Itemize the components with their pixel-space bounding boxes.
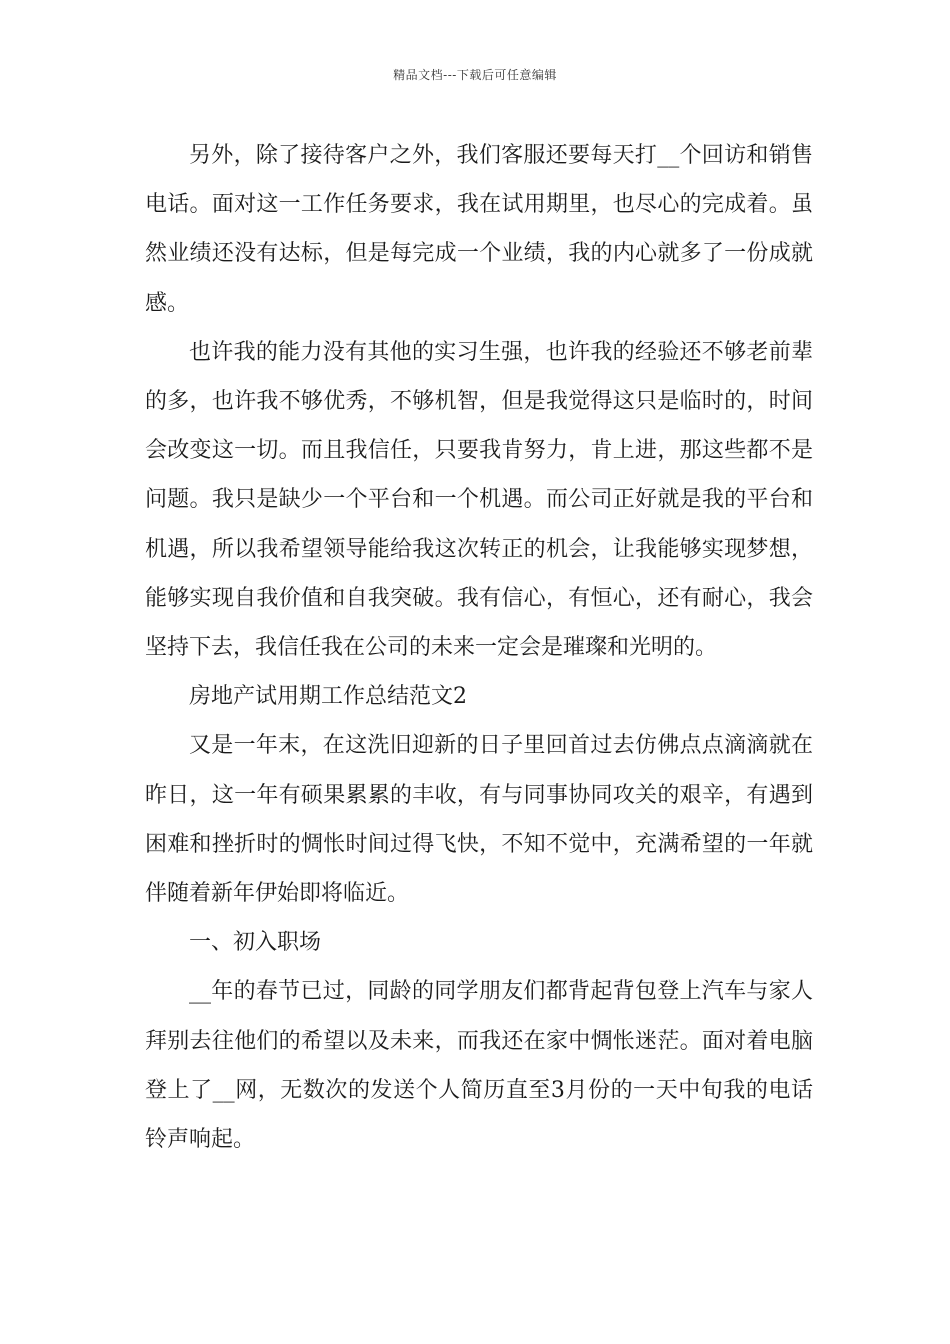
paragraph-year-end: 又是一年末，在这洗旧迎新的日子里回首过去仿佛点点滴滴就在昨日，这一年有硕果累累的丰收，有与同事协同攻关的艰辛，有遇到困难和挫折时的惆怅时间过得飞快，不知不觉中，充满希望的一年就伴随着新年伊始即将临近。 bbox=[145, 733, 813, 907]
section-title: 房地产试用期工作总结范文2 bbox=[189, 684, 467, 710]
document-body bbox=[145, 131, 813, 1164]
page-header: 精品文档---下载后可任意编辑 bbox=[393, 68, 557, 82]
subsection-title: 一、初入职场 bbox=[189, 930, 322, 956]
paragraph-ability: 也许我的能力没有其他的实习生强，也许我的经验还不够老前辈的多，也许我不够优秀，不够机智，但是我觉得这只是临时的，时间会改变这一切。而且我信任，只要我肯努力，肯上进，那这些都不是问题。我只是缺少一个平台和一个机遇。而公司正好就是我的平台和机遇，所以我希望领导能给我这次转正的机会，让我能够实现梦想，能够实现自我价值和自我突破。我有信心，有恒心，还有耐心，我会坚持下去，我信任我在公司的未来一定会是璀璨和光明的。 bbox=[145, 339, 813, 661]
paragraph-spring-festival: __年的春节已过，同龄的同学朋友们都背起背包登上汽车与家人拜别去往他们的希望以及未来，而我还在家中惆怅迷茫。面对着电脑登上了__网，无数次的发送个人简历直至3月份的一天中旬我的电话铃声响起。 bbox=[145, 979, 813, 1153]
paragraph-customer-service: 另外，除了接待客户之外，我们客服还要每天打__个回访和销售电话。面对这一工作任务要求，我在试用期里，也尽心的完成着。虽然业绩还没有达标，但是每完成一个业绩，我的内心就多了一份成就感。 bbox=[145, 143, 813, 316]
